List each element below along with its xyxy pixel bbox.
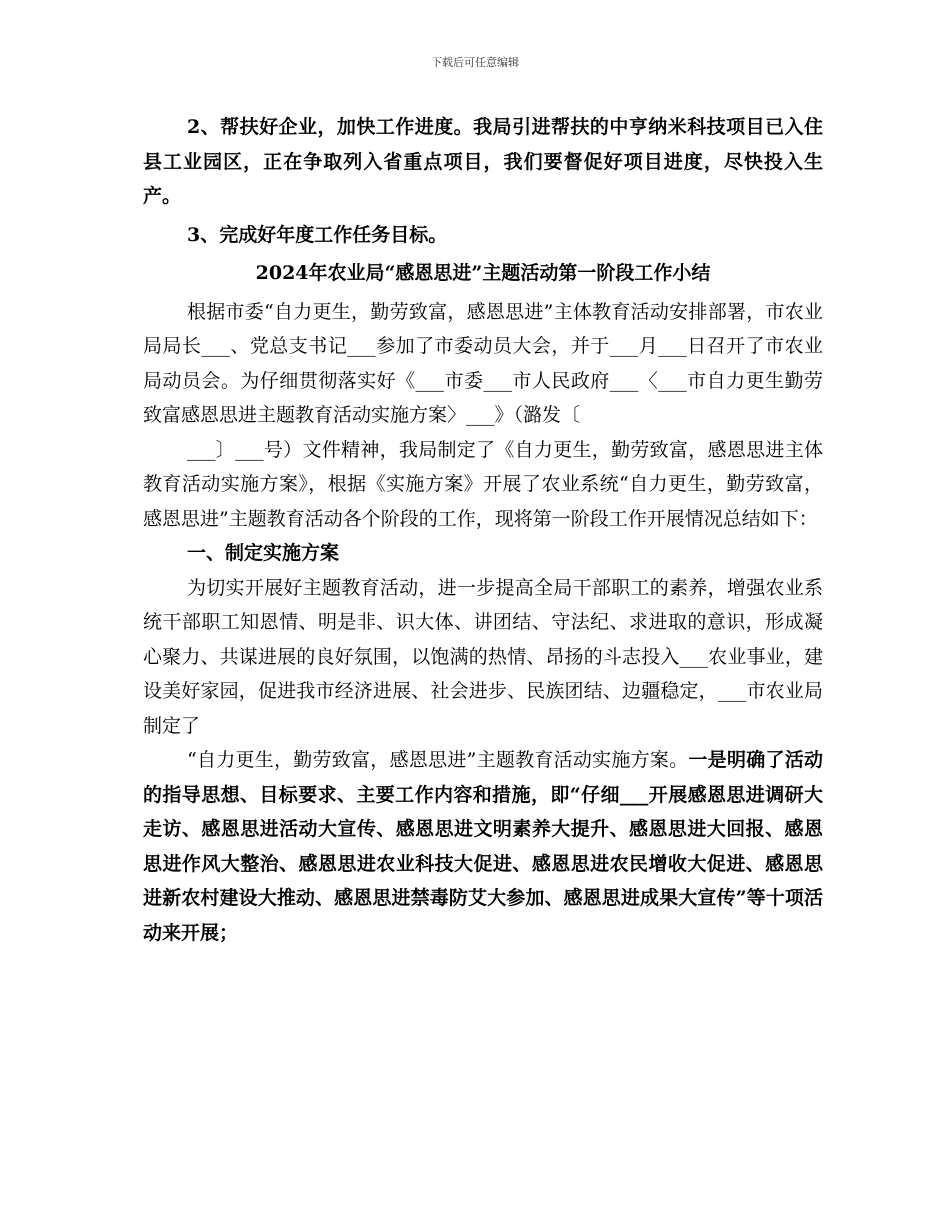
paragraph-6 <box>143 743 823 950</box>
paragraph-4: ___〕___号）文件精神，我局制定了《自力更生，勤劳致富，感恩思进主体教育活动实施方案》，根据《实施方案》开展了农业系统“自力更生，勤劳致富，感恩思进”主题教育活动各个阶段的工作，现将第一阶段工作开展情况总结如下： <box>143 438 823 530</box>
paragraph-2: 3、完成好年度工作任务目标。 <box>187 223 448 246</box>
paragraph-6-bold: 一是明确了活动的指导思想、目标要求、主要工作内容和措施，即“仔细___开展感恩思进调研大走访、感恩思进活动大宣传、感恩思进文明素养大提升、感恩思进大回报、感恩思进作风大整治、感恩思进农业科技大促进、感恩思进农民增收大促进、感恩思进新农村建设大推动、感恩思进禁毒防艾大参加、感恩思进成果大宣传”等十项活动来开展； <box>143 749 823 944</box>
document-body <box>143 110 823 950</box>
heading-implementation-plan: 一、制定实施方案 <box>187 542 340 564</box>
paragraph-1: 2、帮扶好企业，加快工作进度。我局引进帮扶的中亨纳米科技项目已入住县工业园区，正在争取列入省重点项目，我们要督促好项目进度，尽快投入生产。 <box>143 116 823 207</box>
paragraph-6-normal: “自力更生，勤劳致富，感恩思进”主题教育活动实施方案。 <box>187 749 689 771</box>
paragraph-5: 为切实开展好主题教育活动，进一步提高全局干部职工的素养，增强农业系统干部职工知恩情、明是非、识大体、讲团结、守法纪、求进取的意识，形成凝心聚力、共谋进展的良好氛围，以饱满的热情、昂扬的斗志投入___农业事业，建设美好家园，促进我市经济进展、社会进步、民族团结、边疆稳定，___市农业局制定了 <box>143 576 823 737</box>
paragraph-3: 根据市委“自力更生，勤劳致富，感恩思进”主体教育活动安排部署，市农业局局长___、党总支书记___参加了市委动员大会，并于___月___日召开了市农业局动员会。为仔细贯彻落实好《___市委___市人民政府___〈___市自力更生勤劳致富感恩思进主题教育活动实施方案〉___》（潞发〔 <box>143 300 823 426</box>
page-header: 下载后可任意编辑 <box>431 56 519 69</box>
section-title: 2024年农业局“感恩思进”主题活动第一阶段工作小结 <box>255 262 711 284</box>
